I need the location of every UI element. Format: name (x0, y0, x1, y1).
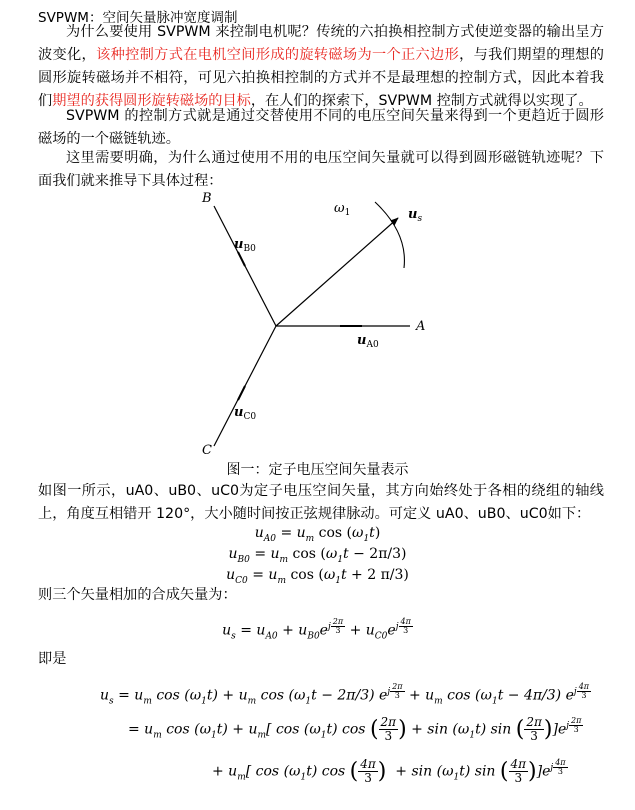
omega-label: $\omega_1$ (334, 201, 351, 218)
paragraph-svpwm-method: SVPWM 的控制方式就是通过交替使用不同的电压空间矢量来得到一个更趋近于圆形磁场的一个磁链轨迹。 (38, 108, 604, 147)
paragraph-intro-text-b: ，与我们期望的理想的圆形旋转磁场并不相符，可见六拍换相控制的方式并不是最理想的控制方式，因此本着我们 (38, 47, 604, 109)
paragraph-resultant-intro: 则三个矢量相加的合成矢量为： (38, 587, 237, 603)
paragraph-namely: 即是 (38, 651, 67, 667)
vector-ub0-marker (238, 252, 245, 266)
space-vector-diagram (190, 188, 440, 466)
paragraph-derivation-intro: 这里需要明确，为什么通过使用不用的电压空间矢量就可以得到圆形磁链轨迹呢？下面我们就来推导下具体过程： (38, 150, 604, 189)
paragraph-intro-text-c: ，在人们的探索下，SVPWM 控制方式就得以实现了。 (250, 93, 593, 109)
equation-expansion-2: = $u_m$ $\cos (\omega_1t) + u_m$[ $\cos (\omega_1t)$ cos ( $\frac{2\pi}{3}$ ) + $\sin (\omega_1t)$ sin ( $\frac{2\pi}{3}$ )]$e^{j \frac{2\pi}{3}}$ (128, 715, 582, 743)
figure-caption: 图一：定子电压空间矢量表示 (226, 462, 409, 478)
paragraph-intro-text-a: 为什么要使用 SVPWM 来控制电机呢？传统的六拍换相控制方式使逆变器的输出呈方波变化， (38, 24, 604, 63)
equation-expansion-1: $u_s = u_m$ $\cos (\omega_1t) + u_m$ $\cos (\omega_1t - 2\pi/3)$ $e^{j \frac{2\pi}{3}}$ + $u_m$ $\cos (\omega_1t - 4\pi/3)$ $e^{j \frac{4\pi}{3}}$ (100, 682, 590, 707)
equation-ub0: $u_{B0} = u_m$ $\cos (\omega_1t - 2\pi/3)$ (228, 546, 407, 565)
paragraph-intro (38, 21, 604, 113)
equation-uc0: $u_{C0} = u_m$ $\cos (\omega_1t + 2$ π/3) (226, 567, 409, 586)
vector-us-label: $u_s$ (408, 207, 423, 224)
vector-uc0-marker (238, 386, 245, 400)
vector-uc0-label: $u_{C0}$ (234, 405, 257, 422)
equation-expansion-3: + $u_m$[ $\cos (\omega_1t)$ cos ( $\frac{4\pi}{3}$ ) + $\sin (\omega_1t)$ sin ( $\frac{4\pi}{3}$ )]$e^{j \frac{4\pi}{3}}$ (212, 757, 566, 785)
document-title: SVPWM：空间矢量脉冲宽度调制 (38, 10, 238, 26)
axis-a-label: A (416, 319, 426, 334)
axis-b-label: B (202, 191, 212, 206)
vector-ub0-label: $u_{B0}$ (234, 237, 256, 254)
highlight-circular-field-goal: 期望的获得圆形旋转磁场的目标 (52, 93, 251, 109)
equation-ua0: $u_{A0} = u_m$ $\cos (\omega_1t)$ (254, 525, 381, 544)
vector-ua0-label: $u_{A0}$ (357, 333, 379, 350)
equation-resultant: $u_s = u_{A0} + u_{B0}e^{j \frac{2\pi}{3}}$ + $u_{C0}e^{j \frac{4\pi}{3}}$ (222, 617, 411, 642)
axis-c-label: C (202, 443, 212, 458)
highlight-hexagon-field: 该种控制方式在电机空间形成的旋转磁场为一个正六边形 (96, 47, 460, 63)
paragraph-vector-definition: 如图一所示，uA0、uB0、uC0为定子电压空间矢量，其方向始终处于各相的绕组的轴线上，角度互相错开 120°，大小随时间按正弦规律脉动。可定义 uA0、uB0、uC0如下： (38, 483, 604, 522)
resultant-vector-us (276, 218, 398, 326)
